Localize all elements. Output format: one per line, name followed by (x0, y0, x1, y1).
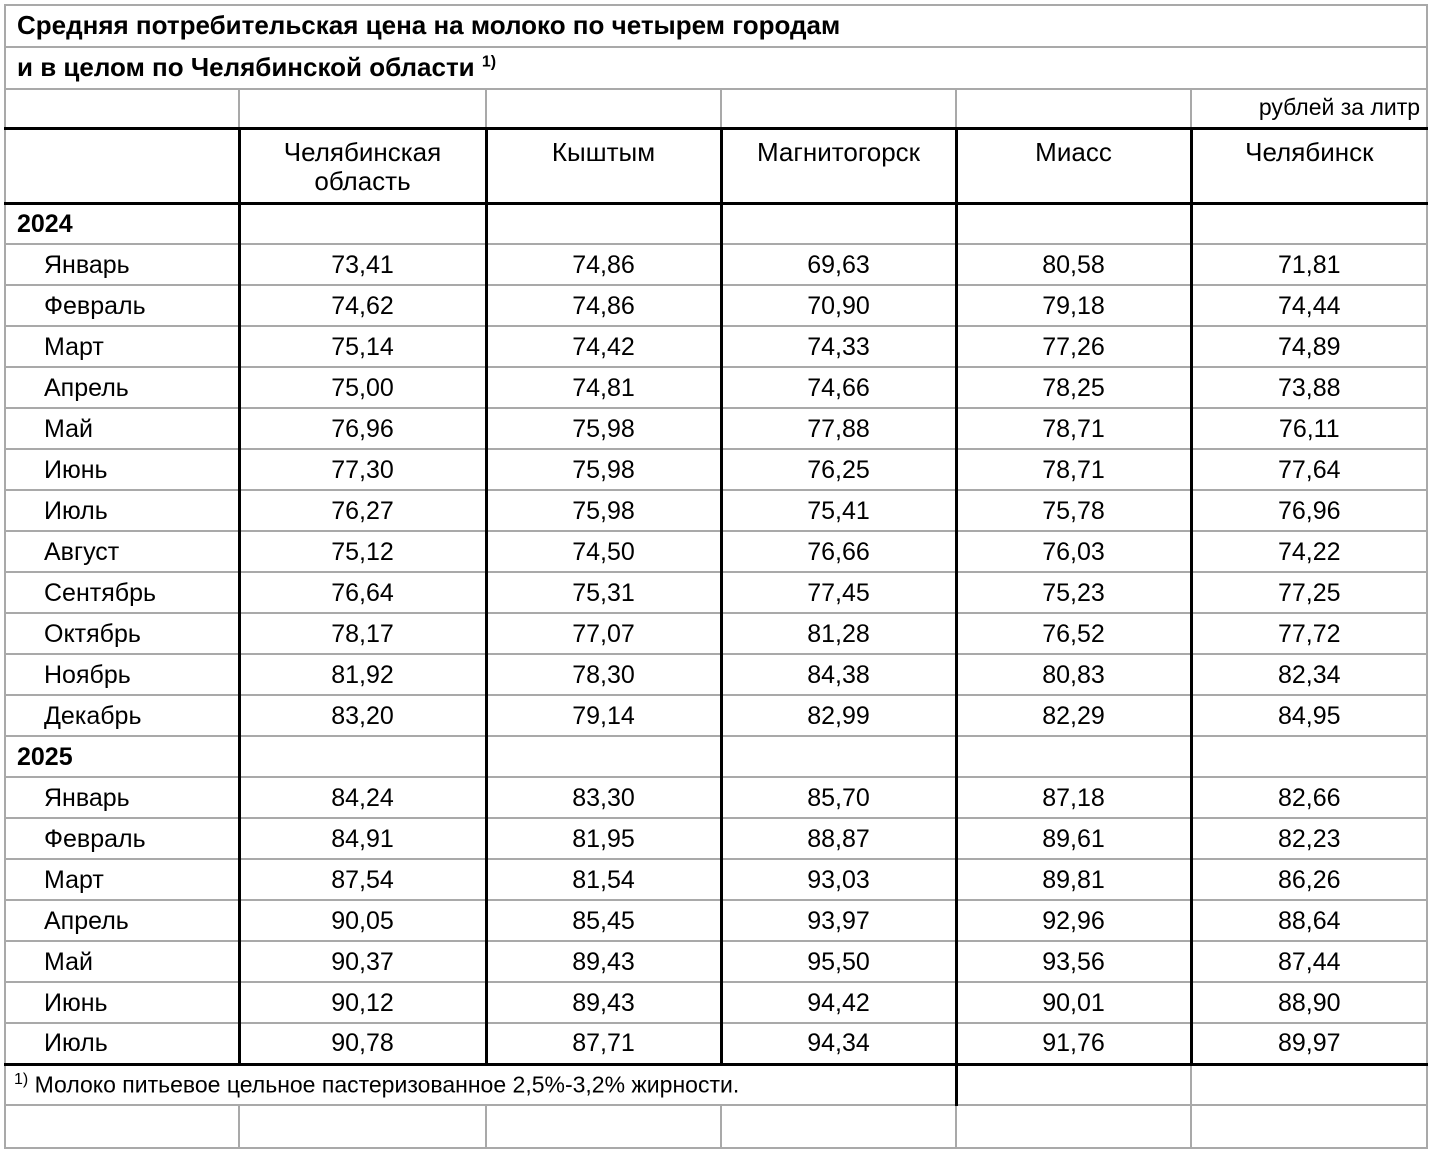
year-row-empty-cell (1191, 736, 1427, 777)
price-table (4, 4, 1428, 1149)
footnote-body: Молоко питьевое цельное пастеризованное 2,5%-3,2% жирности. (34, 1071, 740, 1098)
price-cell: 79,14 (486, 695, 721, 736)
price-cell: 94,34 (721, 1023, 956, 1064)
table-row (5, 408, 1427, 449)
price-cell: 75,98 (486, 408, 721, 449)
price-cell: 81,92 (239, 654, 486, 695)
units-blank-2 (239, 89, 486, 128)
month-label: Ноябрь (5, 654, 239, 695)
table-row (5, 777, 1427, 818)
trailing-blank-cell-2 (239, 1105, 486, 1148)
price-cell: 82,23 (1191, 818, 1427, 859)
footnote-row (5, 1064, 1427, 1105)
price-cell: 74,42 (486, 326, 721, 367)
month-label: Сентябрь (5, 572, 239, 613)
column-header-0 (5, 128, 239, 203)
column-header-kyshtym: Кыштым (486, 128, 721, 203)
price-cell: 93,56 (956, 941, 1191, 982)
table-title-line2 (5, 47, 1427, 89)
year-row-empty-cell (486, 203, 721, 244)
price-cell: 87,71 (486, 1023, 721, 1064)
price-cell: 75,41 (721, 490, 956, 531)
price-cell: 75,78 (956, 490, 1191, 531)
year-label: 2024 (5, 203, 239, 244)
table-body (5, 5, 1427, 1148)
table-row (5, 1023, 1427, 1064)
table-row (5, 572, 1427, 613)
price-cell: 86,26 (1191, 859, 1427, 900)
price-cell: 69,63 (721, 244, 956, 285)
month-label: Июль (5, 1023, 239, 1064)
table-row (5, 818, 1427, 859)
price-cell: 76,27 (239, 490, 486, 531)
title-row-2 (5, 47, 1427, 89)
table-row (5, 531, 1427, 572)
month-label: Январь (5, 244, 239, 285)
price-cell: 82,66 (1191, 777, 1427, 818)
table-row (5, 859, 1427, 900)
month-label: Май (5, 941, 239, 982)
price-cell: 90,01 (956, 982, 1191, 1023)
price-cell: 77,88 (721, 408, 956, 449)
price-cell: 78,30 (486, 654, 721, 695)
units-blank-4 (721, 89, 956, 128)
year-row-empty-cell (239, 736, 486, 777)
price-cell: 76,96 (239, 408, 486, 449)
year-group-row (5, 203, 1427, 244)
footnote-empty-2 (1191, 1064, 1427, 1105)
price-cell: 81,28 (721, 613, 956, 654)
column-header-chelyabinskaya-oblast: Челябинская область (239, 128, 486, 203)
units-label: рублей за литр (1191, 89, 1427, 128)
price-cell: 84,91 (239, 818, 486, 859)
table-row (5, 449, 1427, 490)
trailing-blank-row (5, 1105, 1427, 1148)
price-cell: 80,58 (956, 244, 1191, 285)
price-cell: 90,37 (239, 941, 486, 982)
price-cell: 78,17 (239, 613, 486, 654)
title-row-1 (5, 5, 1427, 47)
price-cell: 89,81 (956, 859, 1191, 900)
month-label: Август (5, 531, 239, 572)
units-blank-3 (486, 89, 721, 128)
price-cell: 75,31 (486, 572, 721, 613)
price-cell: 76,66 (721, 531, 956, 572)
price-cell: 90,05 (239, 900, 486, 941)
year-row-empty-cell (956, 203, 1191, 244)
table-title-line1: Средняя потребительская цена на молоко по четырем городам (5, 5, 1427, 47)
price-cell: 88,90 (1191, 982, 1427, 1023)
footnote-text (5, 1064, 956, 1105)
column-header-magnitogorsk: Магнитогорск (721, 128, 956, 203)
year-row-empty-cell (239, 203, 486, 244)
table-row (5, 490, 1427, 531)
price-cell: 77,64 (1191, 449, 1427, 490)
table-row (5, 654, 1427, 695)
table-row (5, 244, 1427, 285)
column-header-chelyabinsk: Челябинск (1191, 128, 1427, 203)
table-row (5, 941, 1427, 982)
price-cell: 94,42 (721, 982, 956, 1023)
trailing-blank-cell-1 (5, 1105, 239, 1148)
price-cell: 74,89 (1191, 326, 1427, 367)
price-cell: 77,07 (486, 613, 721, 654)
price-cell: 84,24 (239, 777, 486, 818)
price-cell: 75,12 (239, 531, 486, 572)
price-cell: 89,43 (486, 982, 721, 1023)
table-row (5, 982, 1427, 1023)
price-cell: 81,54 (486, 859, 721, 900)
price-cell: 75,98 (486, 490, 721, 531)
price-cell: 74,86 (486, 244, 721, 285)
price-cell: 74,44 (1191, 285, 1427, 326)
footnote-empty-1 (956, 1064, 1191, 1105)
price-cell: 75,00 (239, 367, 486, 408)
year-row-empty-cell (1191, 203, 1427, 244)
column-header-row (5, 128, 1427, 203)
trailing-blank-cell-4 (721, 1105, 956, 1148)
price-cell: 82,99 (721, 695, 956, 736)
price-cell: 83,30 (486, 777, 721, 818)
price-cell: 76,03 (956, 531, 1191, 572)
table-row (5, 285, 1427, 326)
units-blank-1 (5, 89, 239, 128)
month-label: Март (5, 326, 239, 367)
price-cell: 77,26 (956, 326, 1191, 367)
price-cell: 77,72 (1191, 613, 1427, 654)
trailing-blank-cell-3 (486, 1105, 721, 1148)
price-cell: 85,70 (721, 777, 956, 818)
month-label: Апрель (5, 900, 239, 941)
table-row (5, 695, 1427, 736)
price-cell: 77,30 (239, 449, 486, 490)
price-cell: 82,29 (956, 695, 1191, 736)
price-cell: 92,96 (956, 900, 1191, 941)
month-label: Июнь (5, 982, 239, 1023)
price-cell: 74,62 (239, 285, 486, 326)
price-cell: 81,95 (486, 818, 721, 859)
price-cell: 93,97 (721, 900, 956, 941)
price-cell: 76,25 (721, 449, 956, 490)
month-label: Июнь (5, 449, 239, 490)
price-cell: 78,25 (956, 367, 1191, 408)
price-cell: 89,43 (486, 941, 721, 982)
year-row-empty-cell (721, 736, 956, 777)
price-cell: 78,71 (956, 449, 1191, 490)
price-cell: 71,81 (1191, 244, 1427, 285)
month-label: Февраль (5, 285, 239, 326)
trailing-blank-cell-6 (1191, 1105, 1427, 1148)
year-row-empty-cell (486, 736, 721, 777)
price-cell: 80,83 (956, 654, 1191, 695)
price-cell: 76,11 (1191, 408, 1427, 449)
month-label: Март (5, 859, 239, 900)
table-row (5, 613, 1427, 654)
year-row-empty-cell (956, 736, 1191, 777)
price-cell: 83,20 (239, 695, 486, 736)
price-cell: 88,64 (1191, 900, 1427, 941)
price-cell: 76,96 (1191, 490, 1427, 531)
month-label: Февраль (5, 818, 239, 859)
year-label: 2025 (5, 736, 239, 777)
price-cell: 77,25 (1191, 572, 1427, 613)
column-header-miass: Миасс (956, 128, 1191, 203)
price-cell: 70,90 (721, 285, 956, 326)
price-cell: 76,64 (239, 572, 486, 613)
price-cell: 77,45 (721, 572, 956, 613)
price-cell: 84,95 (1191, 695, 1427, 736)
price-cell: 79,18 (956, 285, 1191, 326)
price-cell: 91,76 (956, 1023, 1191, 1064)
price-cell: 74,50 (486, 531, 721, 572)
price-cell: 93,03 (721, 859, 956, 900)
price-cell: 73,41 (239, 244, 486, 285)
month-label: Май (5, 408, 239, 449)
price-cell: 88,87 (721, 818, 956, 859)
price-cell: 90,78 (239, 1023, 486, 1064)
units-blank-5 (956, 89, 1191, 128)
month-label: Декабрь (5, 695, 239, 736)
month-label: Октябрь (5, 613, 239, 654)
price-cell: 74,81 (486, 367, 721, 408)
price-cell: 75,98 (486, 449, 721, 490)
price-cell: 82,34 (1191, 654, 1427, 695)
price-cell: 87,18 (956, 777, 1191, 818)
table-row (5, 326, 1427, 367)
price-cell: 74,86 (486, 285, 721, 326)
table-row (5, 900, 1427, 941)
price-cell: 89,97 (1191, 1023, 1427, 1064)
price-cell: 76,52 (956, 613, 1191, 654)
table-row (5, 367, 1427, 408)
price-cell: 90,12 (239, 982, 486, 1023)
footnote-marker: 1) (14, 1071, 29, 1089)
price-cell: 74,66 (721, 367, 956, 408)
spreadsheet-sheet (0, 4, 1432, 1164)
price-cell: 74,33 (721, 326, 956, 367)
price-cell: 95,50 (721, 941, 956, 982)
price-cell: 87,44 (1191, 941, 1427, 982)
price-cell: 84,38 (721, 654, 956, 695)
price-cell: 89,61 (956, 818, 1191, 859)
title-footnote-marker: 1) (481, 53, 497, 71)
units-row (5, 89, 1427, 128)
table-title-line2-text: и в целом по Челябинской области (17, 52, 475, 83)
price-cell: 73,88 (1191, 367, 1427, 408)
price-cell: 74,22 (1191, 531, 1427, 572)
month-label: Январь (5, 777, 239, 818)
price-cell: 75,14 (239, 326, 486, 367)
month-label: Апрель (5, 367, 239, 408)
price-cell: 78,71 (956, 408, 1191, 449)
price-cell: 87,54 (239, 859, 486, 900)
price-cell: 75,23 (956, 572, 1191, 613)
price-cell: 85,45 (486, 900, 721, 941)
month-label: Июль (5, 490, 239, 531)
year-group-row (5, 736, 1427, 777)
year-row-empty-cell (721, 203, 956, 244)
trailing-blank-cell-5 (956, 1105, 1191, 1148)
